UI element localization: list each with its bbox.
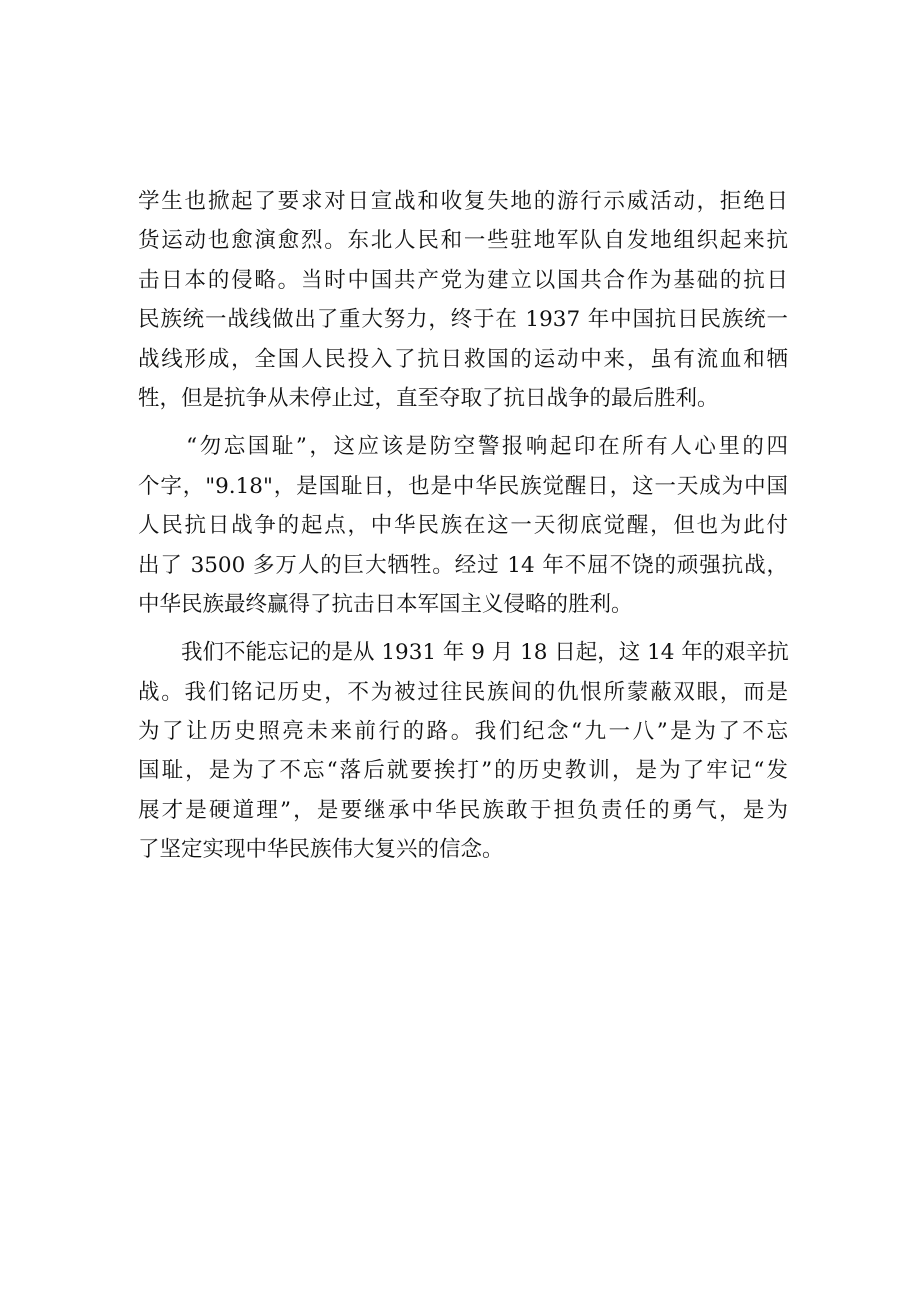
document-body xyxy=(138,182,788,870)
text-line: “勿忘国耻”，这应该是防空警报响起印在所有人心里的四 xyxy=(138,434,788,460)
text-line: 击日本的侵略。当时中国共产党为建立以国共合作为基础的抗日 xyxy=(138,267,788,293)
text-line: 牲，但是抗争从未停止过，直至夺取了抗日战争的最后胜利。 xyxy=(138,385,719,411)
text-line: 我们不能忘记的是从 1931 年 9 月 18 日起，这 14 年的艰辛抗 xyxy=(138,640,789,666)
text-line: 战线形成，全国人民投入了抗日救国的运动中来，虽有流血和牺 xyxy=(138,346,788,372)
text-line: 展才是硬道理”，是要继承中华民族敢于担负责任的勇气，是为 xyxy=(138,797,788,823)
paragraph xyxy=(138,182,788,418)
text-line: 国耻，是为了不忘“落后就要挨打”的历史教训，是为了牢记“发 xyxy=(138,758,788,784)
text-line: 中华民族最终赢得了抗击日本军国主义侵略的胜利。 xyxy=(138,591,633,617)
text-line: 民族统一战线做出了重大努力，终于在 1937 年中国抗日民族统一 xyxy=(138,307,788,333)
text-line: 为了让历史照亮未来前行的路。我们纪念“九一八”是为了不忘 xyxy=(138,719,788,745)
text-line: 学生也掀起了要求对日宣战和收复失地的游行示威活动，拒绝日 xyxy=(138,189,788,214)
text-line: 人民抗日战争的起点，中华民族在这一天彻底觉醒，但也为此付 xyxy=(138,513,788,539)
text-line: 了坚定实现中华民族伟大复兴的信念。 xyxy=(138,837,504,863)
paragraph xyxy=(138,633,788,869)
paragraph xyxy=(138,427,788,624)
text-line: 出了 3500 多万人的巨大牺牲。经过 14 年不屈不饶的顽强抗战， xyxy=(138,552,788,578)
text-line: 个字，"9.18"，是国耻日，也是中华民族觉醒日，这一天成为中国 xyxy=(138,473,788,499)
text-line: 货运动也愈演愈烈。东北人民和一些驻地军队自发地组织起来抗 xyxy=(138,228,788,254)
text-line: 战。我们铭记历史，不为被过往民族间的仇恨所蒙蔽双眼，而是 xyxy=(138,679,788,705)
